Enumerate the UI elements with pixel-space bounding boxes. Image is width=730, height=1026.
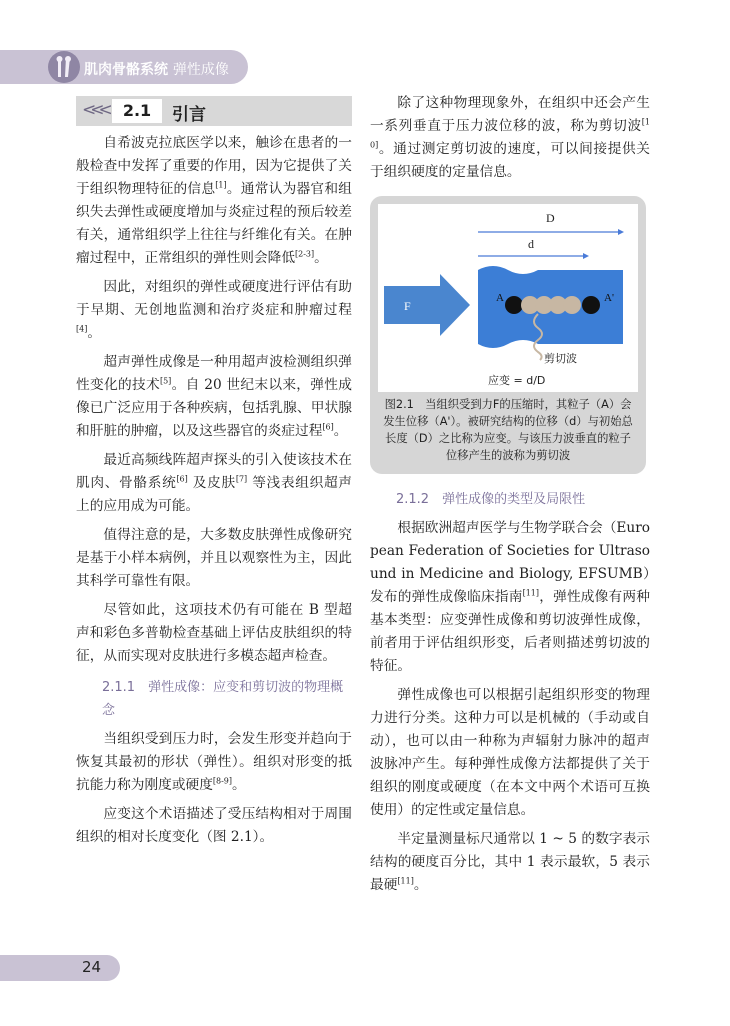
- page-footer-bar: [0, 955, 120, 981]
- left-column: [76, 92, 352, 849]
- paragraph: 应变这个术语描述了受压结构相对于周围组织的相对长度变化（图 2.1）。: [76, 806, 352, 845]
- paragraph: 弹性成像也可以根据引起组织形变的物理力进行分类。这种力可以是机械的（手动或自动），也可以由一种称为声辐射力脉冲的超声波脉冲产生。每种弹性成像方法都提供了关于组织的刚度或硬度（在本文中两个术语可互换使用）的定性或定量信息。: [370, 687, 650, 818]
- paragraph: 因此，对组织的弹性或硬度进行评估有助于早期、无创地监测和治疗炎症和肿瘤过程[4]。: [76, 279, 352, 341]
- right-column: [370, 92, 650, 897]
- label-d: d: [528, 237, 534, 251]
- paragraph: 自希波克拉底医学以来，触诊在患者的一般检查中发挥了重要的作用，因为它提供了关于组织物理特征的信息[1]。通常认为器官和组织失去弹性或硬度增加与炎症过程的预后较差有关，通常组织学上往往与纤维化有关。在肿瘤过程中，正常组织的弹性则会降低[2-3]。: [76, 135, 352, 266]
- chapter-title-sub: 弹性成像: [172, 62, 229, 78]
- paragraph: 超声弹性成像是一种用超声波检测组织弹性变化的技术[5]。自 20 世纪末以来，弹性成像已广泛应用于各种疾病，包括乳腺、甲状腺和肝脏的肿瘤，以及这些器官的炎症过程[6]。: [76, 354, 352, 439]
- label-strain-formula: 应变 = d/D: [488, 374, 546, 387]
- force-arrow-icon: [384, 274, 470, 336]
- label-F: F: [404, 299, 411, 313]
- subsection-heading: 2.1.2 弹性成像的类型及局限性: [396, 492, 586, 507]
- paragraph: 尽管如此，这项技术仍有可能在 B 型超声和彩色多普勒检查基础上评估皮肤组织的特征，从而实现对皮肤进行多模态超声检查。: [76, 602, 352, 664]
- page-number: 24: [82, 958, 102, 976]
- figure-2-1: [370, 196, 646, 474]
- section-title: 引言: [172, 105, 206, 125]
- chapter-logo-icon: [48, 51, 80, 83]
- paragraph: 根据欧洲超声医学与生物学联合会（European Federation of Societies for Ultrasound in Medicine and Biology, EFSUMB）发布的弹性成像临床指南[11]，弹性成像有两种基本类型：应变弹性成像和剪切波弹性成像，前者用于评估组织形变，后者则描述剪切波的特征。: [370, 520, 650, 674]
- label-A-prime: A': [604, 292, 614, 304]
- particle-A: [505, 296, 523, 314]
- arrow-head-icon: [618, 229, 624, 235]
- particle: [563, 296, 581, 314]
- paragraph: 当组织受到压力时，会发生形变并趋向于恢复其最初的形状（弹性）。组织对形变的抵抗能力称为刚度或硬度[8-9]。: [76, 731, 352, 793]
- paragraph: 最近高频线阵超声探头的引入使该技术在肌肉、骨骼系统[6] 及皮肤[7] 等浅表组织超声上的应用成为可能。: [76, 452, 352, 514]
- chapter-title: [84, 59, 229, 79]
- paragraph: 半定量测量标尺通常以 1 ~ 5 的数字表示结构的硬度百分比，其中 1 表示最软，5 表示最硬[11]。: [370, 831, 650, 893]
- label-D: D: [546, 211, 555, 225]
- label-shear-wave: 剪切波: [544, 352, 577, 365]
- chapter-title-main: 肌肉骨骼系统: [84, 62, 168, 78]
- subsection-heading: 2.1.1 弹性成像：应变和剪切波的物理概念: [102, 680, 344, 718]
- figure-caption: 图2.1 当组织受到力F的压缩时，其粒子（A）会发生位移（A'）。被研究结构的位移（d）与初始总长度（D）之比称为应变。与该压力波垂直的粒子位移产生的波称为剪切波: [383, 398, 633, 462]
- section-heading: [76, 96, 352, 126]
- arrow-head-icon: [583, 253, 589, 259]
- label-A: A: [496, 292, 504, 304]
- particle-A-prime: [582, 296, 600, 314]
- section-number: 2.1: [112, 99, 162, 123]
- paragraph: 除了这种物理现象外，在组织中还会产生一系列垂直于压力波位移的波，称为剪切波[10]。通过测定剪切波的速度，可以间接提供关于组织硬度的定量信息。: [370, 95, 650, 180]
- paragraph: 值得注意的是，大多数皮肤弹性成像研究是基于小样本病例，并且以观察性为主，因此其科学可靠性有限。: [76, 527, 352, 589]
- strain-diagram: [378, 204, 638, 392]
- chevrons-icon: <<<: [82, 100, 107, 120]
